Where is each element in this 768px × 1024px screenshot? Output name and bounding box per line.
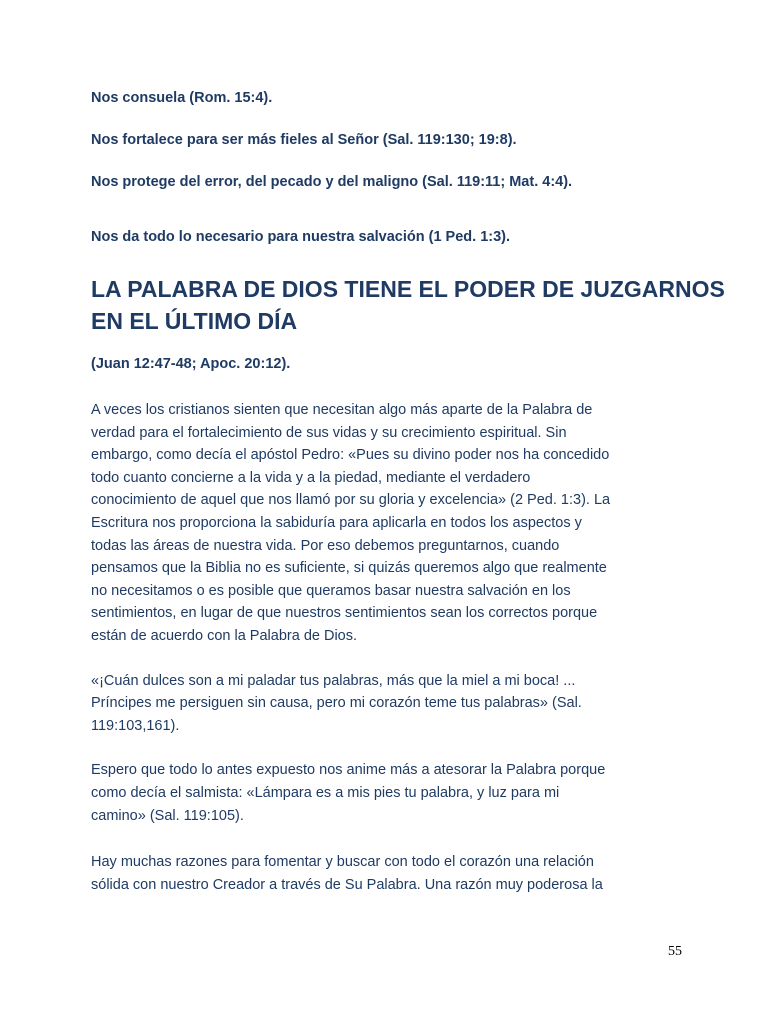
paragraph-line: camino» (Sal. 119:105). — [91, 807, 244, 824]
paragraph-line: como decía el salmista: «Lámpara es a mis pies tu palabra, y luz para mi — [91, 784, 560, 801]
paragraph-line: 119:103,161). — [91, 717, 180, 734]
benefit-line-protege: Nos protege del error, del pecado y del maligno (Sal. 119:11; Mat. 4:4). — [91, 174, 573, 190]
benefit-line-consuela: Nos consuela (Rom. 15:4). — [91, 90, 273, 106]
paragraph-line: A veces los cristianos sienten que necesitan algo más aparte de la Palabra de — [91, 402, 593, 418]
paragraph-line: verdad para el fortalecimiento de sus vidas y su crecimiento espiritual. Sin — [91, 424, 567, 441]
paragraph-line: sólida con nuestro Creador a través de Su Palabra. Una razón muy poderosa la — [91, 876, 603, 893]
scripture-reference: (Juan 12:47-48; Apoc. 20:12). — [91, 356, 291, 372]
benefit-line-salvacion: Nos da todo lo necesario para nuestra salvación (1 Ped. 1:3). — [91, 229, 511, 245]
paragraph-line: todas las áreas de nuestra vida. Por eso debemos preguntarnos, cuando — [91, 537, 560, 554]
paragraph-line: conocimiento de aquel que nos llamó por su gloria y excelencia» (2 Ped. 1:3). La — [91, 492, 611, 509]
page-number: 55 — [668, 944, 682, 959]
paragraph-line: están de acuerdo con la Palabra de Dios. — [91, 627, 358, 644]
paragraph-3 — [91, 759, 691, 827]
benefit-line-fortalece: Nos fortalece para ser más fieles al Señor (Sal. 119:130; 19:8). — [91, 132, 517, 148]
paragraph-line: embargo, como decía el apóstol Pedro: «Pues su divino poder nos ha concedido — [91, 447, 610, 464]
section-heading-line-1: LA PALABRA DE DIOS TIENE EL PODER DE JUZGARNOS — [91, 276, 725, 302]
paragraph-line: Escritura nos proporciona la sabiduría para aplicarla en todos los aspectos y — [91, 514, 582, 531]
paragraph-line: «¡Cuán dulces son a mi paladar tus palabras, más que la miel a mi boca! ... — [91, 672, 576, 689]
paragraph-2 — [91, 670, 691, 738]
paragraph-line: Príncipes me persiguen sin causa, pero mi corazón teme tus palabras» (Sal. — [91, 695, 582, 712]
paragraph-line: sentimientos, en lugar de que nuestros sentimientos sean los correctos porque — [91, 605, 598, 622]
paragraph-line: Hay muchas razones para fomentar y buscar con todo el corazón una relación — [91, 854, 594, 871]
section-heading — [91, 273, 725, 337]
paragraph-4 — [91, 851, 691, 896]
page-content — [91, 88, 725, 896]
paragraph-line: Espero que todo lo antes expuesto nos anime más a atesorar la Palabra porque — [91, 762, 606, 779]
paragraph-line: pensamos que la Biblia no es suficiente, si quizás queremos algo que realmente — [91, 560, 607, 577]
paragraph-line: todo cuanto concierne a la vida y a la piedad, mediante el verdadero — [91, 469, 531, 486]
paragraph-line: no necesitamos o es posible que queramos basar nuestra salvación en los — [91, 582, 571, 599]
section-heading-line-2: EN EL ÚLTIMO DÍA — [91, 308, 298, 334]
paragraph-1 — [91, 399, 691, 648]
